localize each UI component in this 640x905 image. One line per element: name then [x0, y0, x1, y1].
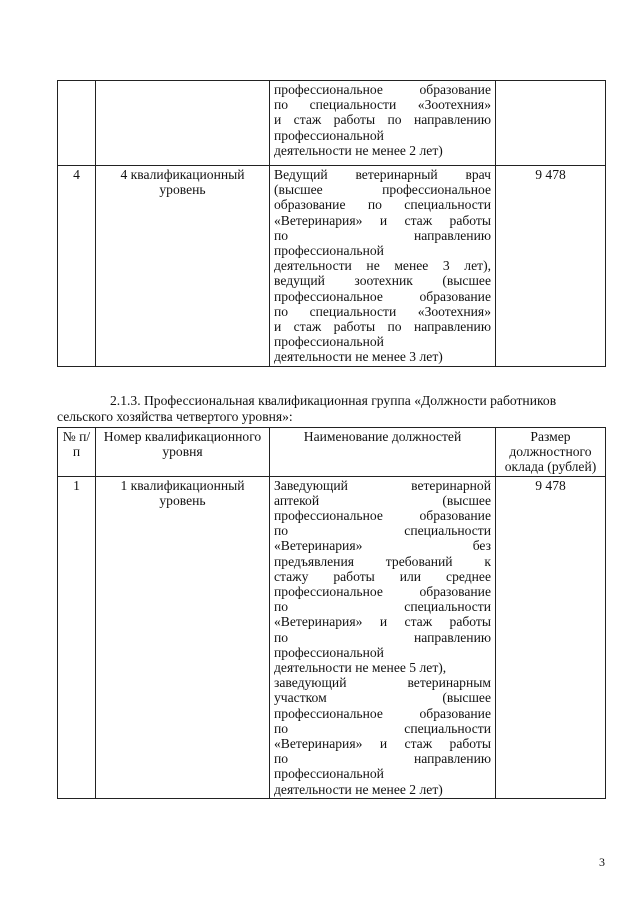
desc-line: по специальности — [274, 720, 491, 736]
desc-line: профессиональное образование — [274, 705, 491, 721]
desc-line: деятельности не менее 3 лет) — [274, 349, 443, 365]
desc-line: «Ветеринария» и стаж работы — [274, 212, 491, 228]
desc-line: профессиональной — [274, 766, 384, 782]
qualification-level: 4 квалификационный уровень — [96, 166, 270, 367]
salary-value: 9 478 — [496, 166, 606, 367]
desc-line: заведующий ветеринарным — [274, 675, 491, 691]
salary-value — [496, 81, 606, 166]
caption-line: 2.1.3. Профессиональная квалификационная группа «Должности работников — [110, 393, 557, 408]
desc-line: Ведущий ветеринарный врач — [274, 167, 491, 182]
table-header-row — [58, 428, 606, 477]
desc-line: аптекой (высшее — [274, 492, 491, 508]
desc-line: по специальности «Зоотехния» — [274, 97, 491, 113]
desc-line: участком (высшее — [274, 690, 491, 706]
desc-line: профессиональной — [274, 334, 384, 350]
header-num: № п/п — [58, 428, 96, 477]
desc-line: профессиональной — [274, 243, 384, 259]
desc-line: профессиональной — [274, 127, 384, 143]
desc-line: по направлению — [274, 751, 491, 767]
row-number: 4 — [58, 166, 96, 367]
desc-line: деятельности не менее 2 лет) — [274, 781, 443, 797]
header-position: Наименование должностей — [270, 428, 496, 477]
desc-line: образование по специальности — [274, 197, 491, 213]
desc-line: профессиональное образование — [274, 584, 491, 600]
desc-line: предъявления требований к — [274, 553, 491, 569]
desc-line: стажу работы или среднее — [274, 568, 491, 584]
desc-line: и стаж работы по направлению — [274, 112, 491, 128]
desc-line: и стаж работы по направлению — [274, 319, 491, 335]
desc-line: профессиональное образование — [274, 508, 491, 524]
position-description — [270, 81, 496, 166]
desc-line: по направлению — [274, 227, 491, 243]
salary-value: 9 478 — [496, 476, 606, 798]
salary-table-continued — [57, 80, 606, 367]
salary-table — [57, 427, 606, 799]
header-level: Номер квалификационного уровня — [96, 428, 270, 477]
desc-line: профессиональное образование — [274, 288, 491, 304]
desc-line: «Ветеринария» и стаж работы — [274, 614, 491, 630]
desc-line: (высшее профессиональное — [274, 182, 491, 198]
desc-line: ведущий зоотехник (высшее — [274, 273, 491, 289]
row-number: 1 — [58, 476, 96, 798]
desc-line: по специальности — [274, 523, 491, 539]
desc-line: по специальности — [274, 599, 491, 615]
desc-line: по специальности «Зоотехния» — [274, 303, 491, 319]
desc-line: деятельности не менее 5 лет), — [274, 660, 447, 676]
section-caption — [57, 393, 605, 424]
desc-line: деятельности не менее 3 лет), — [274, 258, 491, 274]
position-description — [270, 476, 496, 798]
header-salary: Размер должностного оклада (рублей) — [496, 428, 606, 477]
desc-line: профессиональной — [274, 644, 384, 660]
table-row — [58, 81, 606, 166]
desc-line: деятельности не менее 2 лет) — [274, 142, 443, 158]
desc-line: Заведующий ветеринарной — [274, 477, 491, 493]
table-row — [58, 476, 606, 798]
desc-line: «Ветеринария» и стаж работы — [274, 736, 491, 752]
row-number — [58, 81, 96, 166]
desc-line: профессиональное образование — [274, 82, 491, 97]
desc-line: «Ветеринария» без — [274, 538, 491, 554]
table-row — [58, 166, 606, 367]
qualification-level — [96, 81, 270, 166]
qualification-level: 1 квалификационный уровень — [96, 476, 270, 798]
position-description — [270, 166, 496, 367]
caption-line: сельского хозяйства четвертого уровня»: — [57, 408, 293, 424]
desc-line: по направлению — [274, 629, 491, 645]
page-number: 3 — [599, 855, 605, 869]
